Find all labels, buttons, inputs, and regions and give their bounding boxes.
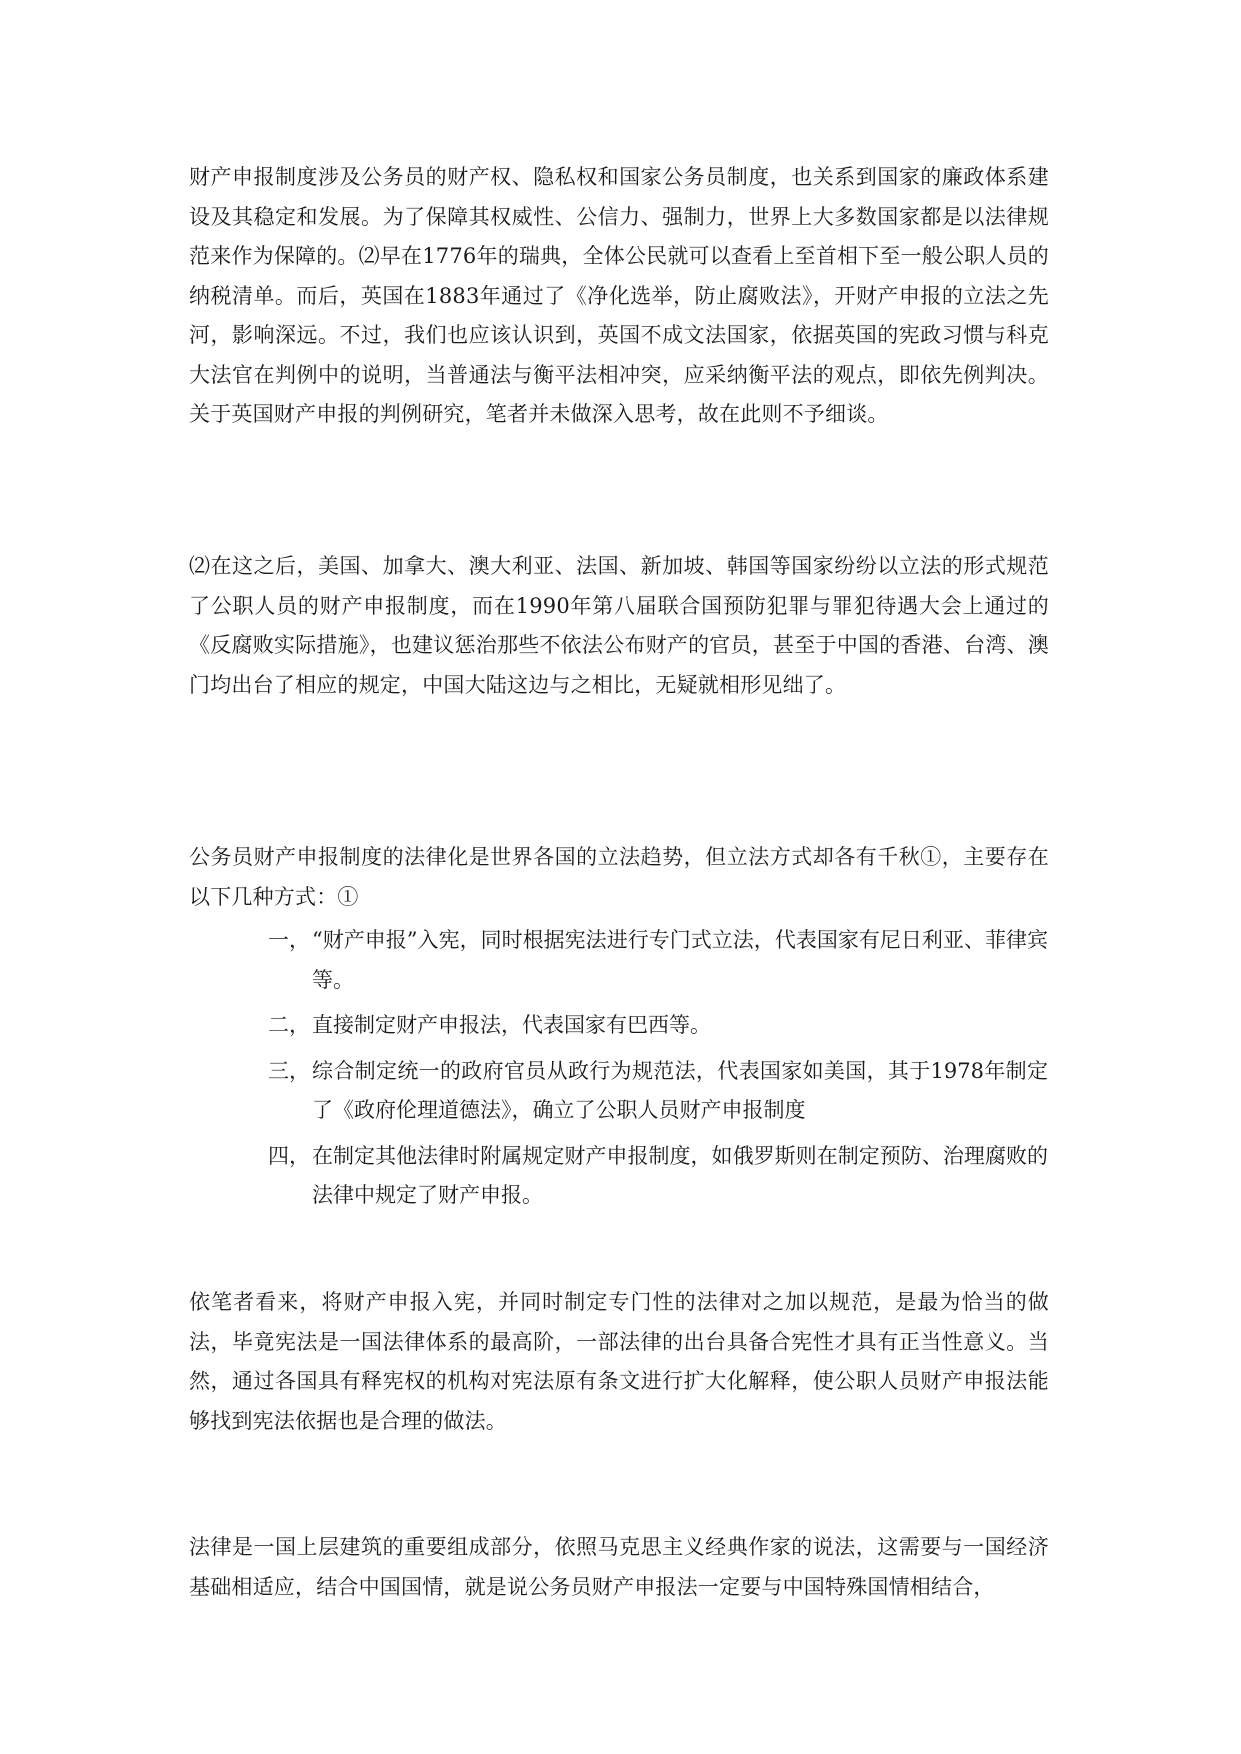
paragraph-1: 财产申报制度涉及公务员的财产权、隐私权和国家公务员制度，也关系到国家的廉政体系建设及其稳定和发展。为了保障其权威性、公信力、强制力，世界上大多数国家都是以法律规范来作为保障的。⑵早在1776年的瑞典，全体公民就可以查看上至首相下至一般公职人员的纳税清单。而后，英国在1883年通过了《净化选举，防止腐败法》，开财产申报的立法之先河，影响深远。不过，我们也应该认识到，英国不成文法国家，依据英国的宪政习惯与科克大法官在判例中的说明，当普通法与衡平法相冲突，应采纳衡平法的观点，即依先例判决。关于英国财产申报的判例研究，笔者并未做深入思考，故在此则不予细谈。 [189,165,1049,426]
list-item-marker: 三， [268,1058,310,1083]
list-item [268,1137,1048,1216]
paragraph-2: ⑵在这之后，美国、加拿大、澳大利亚、法国、新加坡、韩国等国家纷纷以立法的形式规范了公职人员的财产申报制度，而在1990年第八届联合国预防犯罪与罪犯待遇大会上通过的《反腐败实际措施》，也建议惩治那些不依法公布财产的官员，甚至于中国的香港、台湾、澳门均出台了相应的规定，中国大陆这边与之相比，无疑就相形见绌了。 [189,554,1049,697]
list-item-marker: 一， [268,928,310,952]
list-item [268,921,1048,1000]
list-item [268,1052,1048,1131]
paragraph-3: 公务员财产申报制度的法律化是世界各国的立法趋势，但立法方式却各有千秋①，主要存在以下几种方式：① [189,845,1049,909]
list-item [268,1006,1048,1046]
list-item-marker: 二， [268,1013,310,1037]
list-item-text: “财产申报”入宪，同时根据宪法进行专门式立法，代表国家有尼日利亚、菲律宾等。 [312,928,1048,992]
list-item-text: 在制定其他法律时附属规定财产申报制度，如俄罗斯则在制定预防、治理腐败的法律中规定了财产申报。 [312,1143,1048,1207]
legislation-method-list [268,921,1048,1222]
paragraph-5: 法律是一国上层建筑的重要组成部分，依照马克思主义经典作家的说法，这需要与一国经济基础相适应，结合中国国情，就是说公务员财产申报法一定要与中国特殊国情相结合， [189,1535,1049,1599]
list-item-text: 综合制定统一的政府官员从政行为规范法，代表国家如美国，其于1978年制定了《政府伦理道德法》，确立了公职人员财产申报制度 [312,1058,1048,1122]
list-item-text: 直接制定财产申报法，代表国家有巴西等。 [312,1013,711,1037]
list-item-marker: 四， [268,1143,310,1168]
paragraph-4: 依笔者看来，将财产申报入宪，并同时制定专门性的法律对之加以规范，是最为恰当的做法，毕竟宪法是一国法律体系的最高阶，一部法律的出台具备合宪性才具有正当性意义。当然，通过各国具有释宪权的机构对宪法原有条文进行扩大化解释，使公职人员财产申报法能够找到宪法依据也是合理的做法。 [189,1290,1049,1433]
